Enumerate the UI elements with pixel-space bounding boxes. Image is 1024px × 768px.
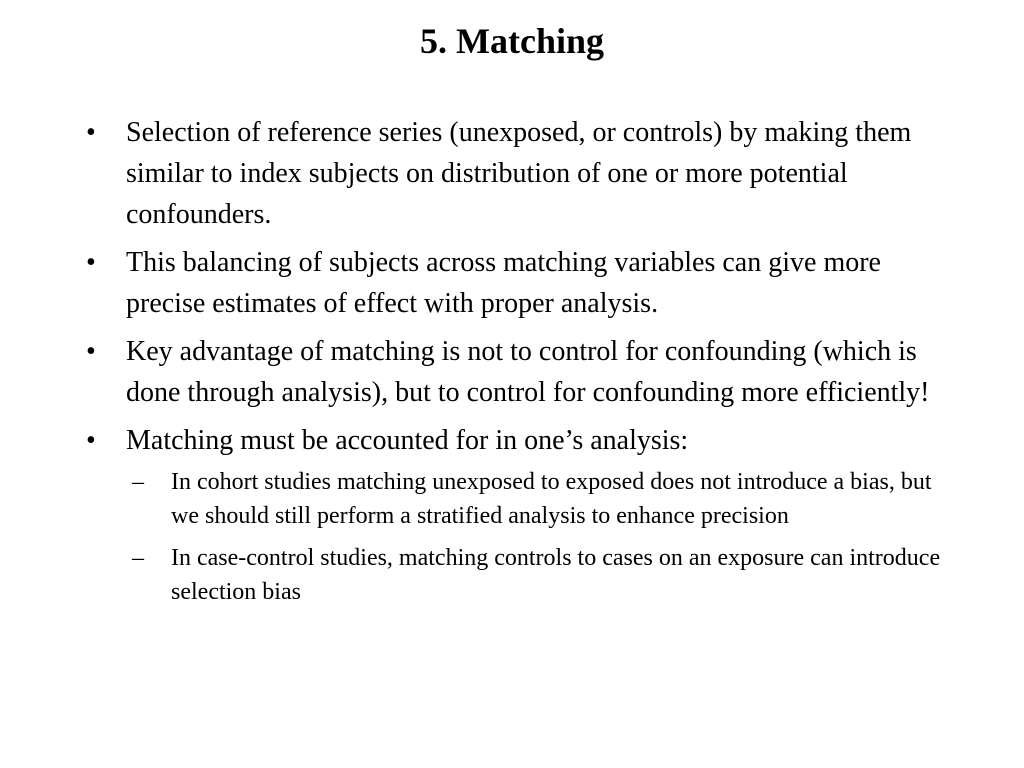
bullet-item: [86, 331, 946, 413]
sub-bullet-marker: –: [132, 469, 144, 495]
bullet-marker: •: [86, 425, 96, 456]
bullet-item: [86, 242, 946, 324]
slide-title: 5. Matching: [420, 21, 604, 61]
bullet-item: [86, 112, 946, 235]
sub-bullet-text: In case-control studies, matching controls to cases on an exposure can introduce selection bias: [171, 545, 941, 605]
bullet-item: [86, 420, 946, 609]
bullet-text: Selection of reference series (unexposed, or controls) by making them similar to index subjects on distribution of one or more potential confounders.: [126, 117, 912, 230]
sub-bullet-list: [126, 465, 946, 609]
bullet-text: Key advantage of matching is not to control for confounding (which is done through analysis), but to control for confounding more efficiently!: [126, 336, 930, 408]
bullet-list: [86, 112, 946, 616]
bullet-text: This balancing of subjects across matching variables can give more precise estimates of effect with proper analysis.: [126, 247, 881, 319]
bullet-marker: •: [86, 336, 96, 367]
sub-bullet-text: In cohort studies matching unexposed to exposed does not introduce a bias, but we should still perform a stratified analysis to enhance precision: [171, 469, 932, 529]
sub-bullet-marker: –: [132, 545, 144, 571]
bullet-text: Matching must be accounted for in one’s analysis:: [126, 425, 689, 456]
bullet-marker: •: [86, 117, 96, 148]
sub-bullet-item: [126, 541, 946, 609]
sub-bullet-item: [126, 465, 946, 533]
bullet-marker: •: [86, 247, 96, 278]
